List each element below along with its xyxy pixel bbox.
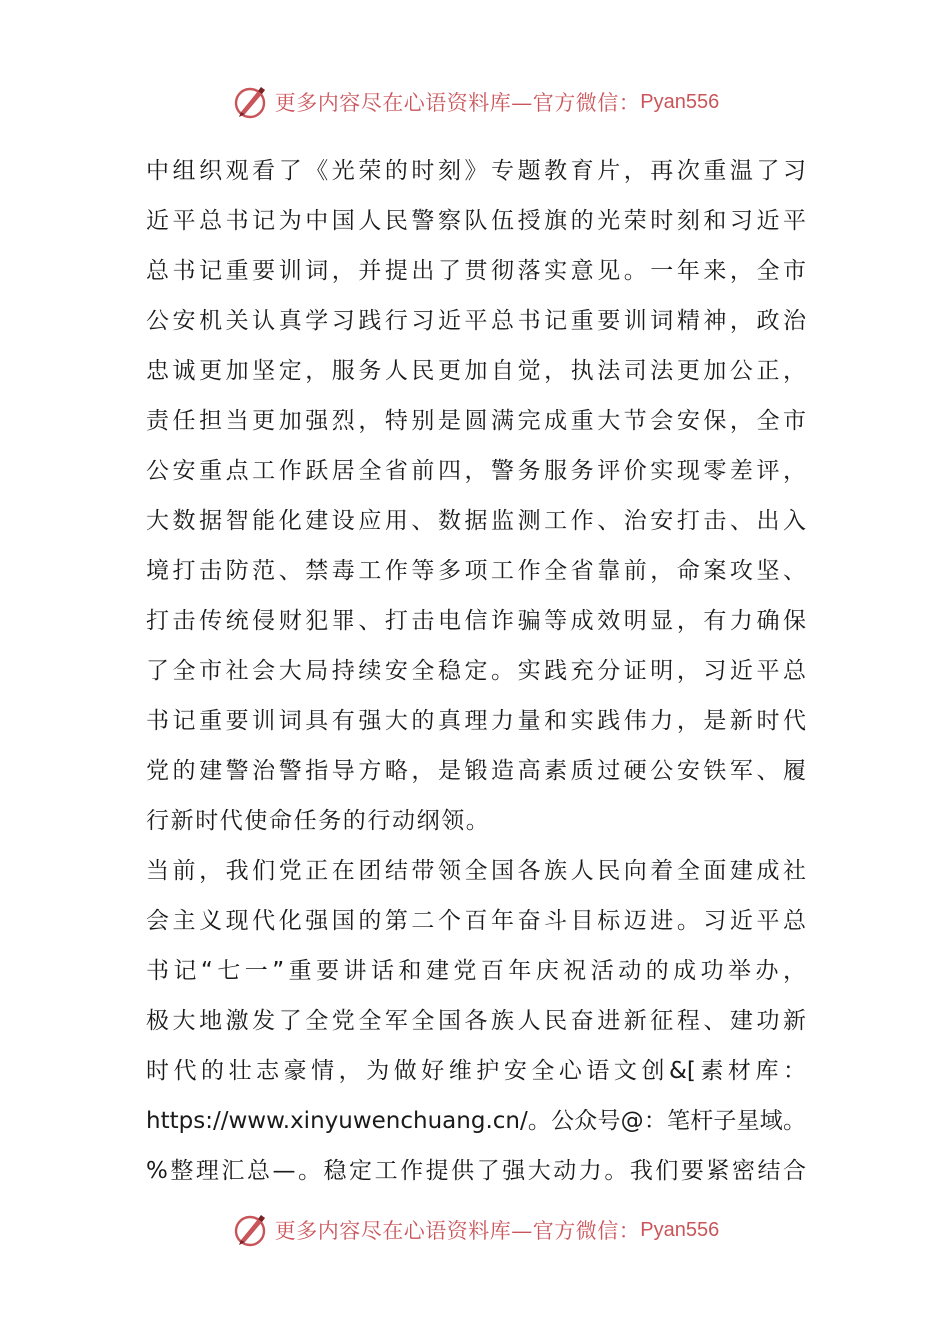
footer-watermark-id: Pyan556 [640,1218,720,1241]
body-line: %整理汇总—。稳定工作提供了强大动力。我们要紧密结合 [146,1158,806,1184]
body-line: 责任担当更加强烈，特别是圆满完成重大节会安保，全市 [146,408,806,434]
body-line: 近平总书记为中国人民警察队伍授旗的光荣时刻和习近平 [146,208,806,234]
body-line: 境打击防范、禁毒工作等多项工作全省靠前，命案攻坚、 [146,558,806,584]
body-line: 忠诚更加坚定，服务人民更加自觉，执法司法更加公正， [146,358,806,384]
body-line-paragraph-end: 行新时代使命任务的行动纲领。 [146,808,491,834]
body-line: 了全市社会大局持续安全稳定。实践充分证明，习近平总 [146,658,806,684]
header-watermark-id: Pyan556 [640,90,720,113]
body-line: 中组织观看了《光荣的时刻》专题教育片，再次重温了习 [146,158,806,184]
body-line: 书记重要训词具有强大的真理力量和实践伟力，是新时代 [146,708,806,734]
document-body [146,146,806,1196]
body-line: 公安机关认真学习践行习近平总书记重要训词精神，政治 [146,308,806,334]
footer-watermark [0,1208,950,1252]
body-line: 时代的壮志豪情，为做好维护安全心语文创&[素材库： [146,1058,806,1084]
body-line: 书记“七一”重要讲话和建党百年庆祝活动的成功举办， [146,958,806,984]
footer-watermark-text: 更多内容尽在心语资料库—官方微信： [274,1219,641,1243]
header-watermark-text: 更多内容尽在心语资料库—官方微信： [274,91,641,115]
body-line: 当前，我们党正在团结带领全国各族人民向着全面建成社 [146,858,806,884]
body-line-url: https://www.xinyuwenchuang.cn/。公众号@：笔杆子星域。 [146,1108,806,1134]
body-line: 公安重点工作跃居全省前四，警务服务评价实现零差评， [146,458,806,484]
header-watermark [0,80,950,124]
fountain-pen-circle-icon [231,1210,271,1250]
body-line: 会主义现代化强国的第二个百年奋斗目标迈进。习近平总 [146,908,806,934]
body-line: 党的建警治警指导方略，是锻造高素质过硬公安铁军、履 [146,758,806,784]
body-line: 总书记重要训词，并提出了贯彻落实意见。一年来，全市 [146,258,806,284]
body-line: 极大地激发了全党全军全国各族人民奋进新征程、建功新 [146,1008,806,1034]
body-line: 大数据智能化建设应用、数据监测工作、治安打击、出入 [146,508,806,534]
body-line: 打击传统侵财犯罪、打击电信诈骗等成效明显，有力确保 [146,608,806,634]
fountain-pen-circle-icon [231,82,271,122]
